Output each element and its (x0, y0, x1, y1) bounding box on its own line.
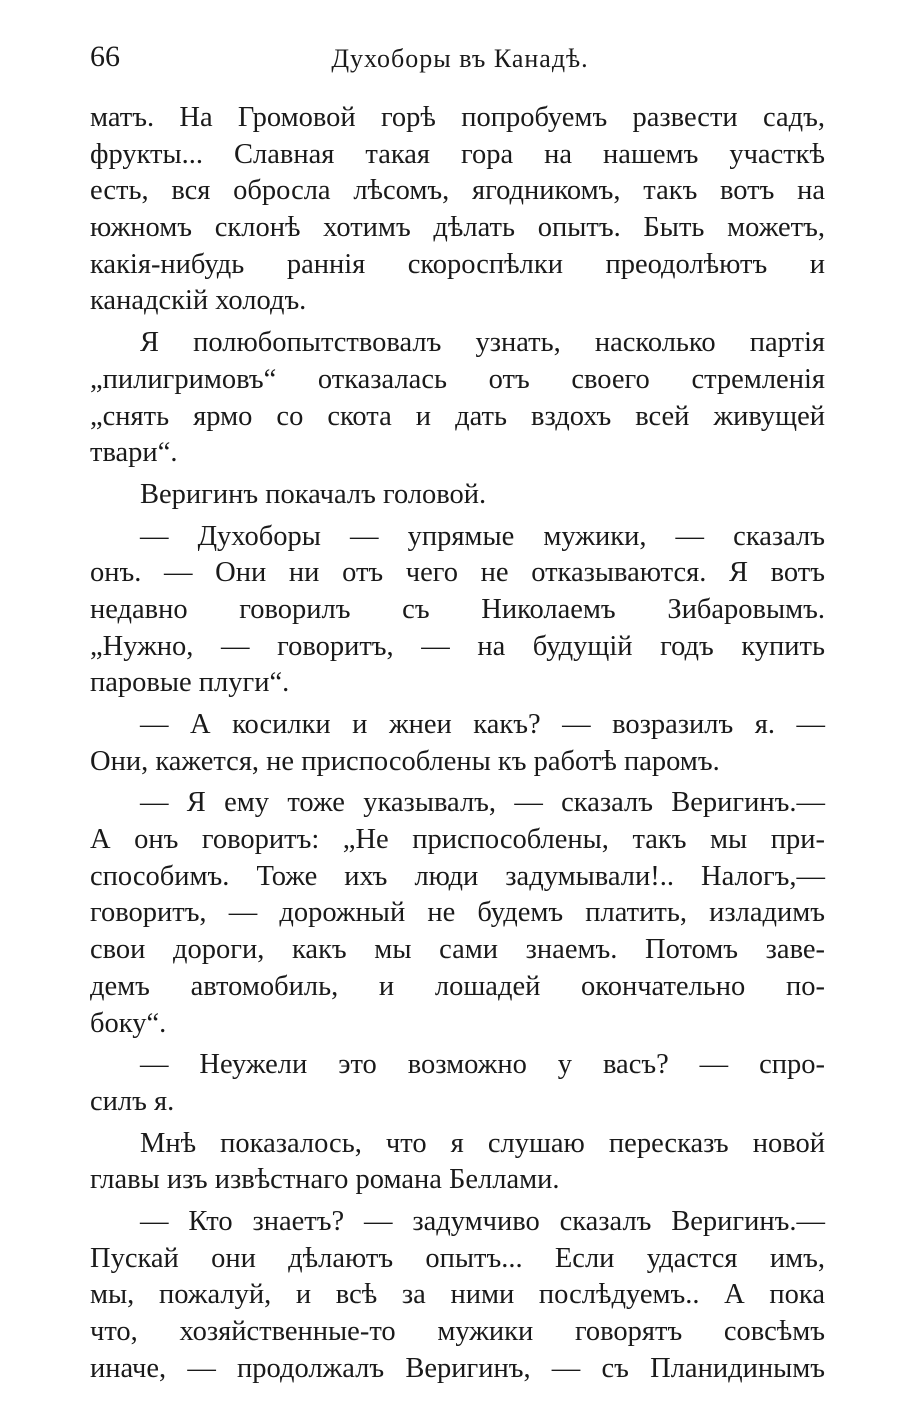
text-line: демъ автомобиль, и лошадей окончательно по- (90, 970, 825, 1002)
text-line: онъ. — Они ни отъ чего не отказываются. Я вотъ (90, 557, 825, 589)
text-line: — Кто знаетъ? — задумчиво сказалъ Веригинъ.— (140, 1205, 825, 1237)
text-line: „пилигримовъ“ отказалась отъ своего стремленія (90, 363, 825, 395)
text-line: Мнѣ показалось, что я слушаю пересказъ новой (140, 1127, 825, 1159)
text-line: Я полюбопытствовалъ узнать, насколько партія (140, 327, 825, 359)
text-line: Они, кажется, не приспособлены къ работѣ паромъ. (90, 745, 720, 777)
text-line: южномъ склонѣ хотимъ дѣлать опытъ. Быть можетъ, (90, 212, 825, 244)
text-line: говоритъ, — дорожный не будемъ платить, изладимъ (90, 897, 825, 929)
text-line: паровые плуги“. (90, 667, 290, 699)
text-line: есть, вся обросла лѣсомъ, ягодникомъ, такъ вотъ на (90, 175, 825, 207)
text-line: иначе, — продолжалъ Веригинъ, — съ Планидинымъ (90, 1352, 825, 1384)
text-line: фрукты... Славная такая гора на нашемъ участкѣ (90, 138, 825, 170)
text-line: — Духоборы — упрямые мужики, — сказалъ (140, 520, 825, 552)
text-line: способимъ. Тоже ихъ люди задумывали!.. Налогъ,— (90, 860, 825, 892)
text-line: боку“. (90, 1007, 167, 1039)
text-line: мы, пожалуй, и всѣ за ними послѣдуемъ.. А пока (90, 1279, 825, 1311)
text-line: что, хозяйственные-то мужики говорятъ совсѣмъ (90, 1316, 825, 1347)
text-line: А онъ говоритъ: „Не приспособлены, такъ мы при- (90, 824, 825, 856)
text-line: матъ. На Громовой горѣ попробуемъ развести садъ, (90, 102, 825, 133)
text-line: — А косилки и жнеи какъ? — возразилъ я. — (140, 709, 825, 740)
running-head: Духоборы въ Канадѣ. (331, 44, 589, 73)
page-header (90, 40, 830, 80)
text-line: какія-нибудь раннія скороспѣлки преодолѣютъ и (90, 248, 825, 280)
text-line: недавно говорилъ съ Николаемъ Зибаровымъ. (90, 593, 825, 625)
text-line: свои дороги, какъ мы сами знаемъ. Потомъ заве- (90, 934, 825, 966)
text-line: — Я ему тоже указывалъ, — сказалъ Веригинъ.— (140, 787, 825, 819)
page-number: 66 (90, 40, 120, 73)
text-line: канадскій холодъ. (90, 285, 307, 317)
text-line: твари“. (90, 437, 178, 469)
text-line: „снять ярмо со скота и дать вздохъ всей живущей (90, 400, 825, 432)
text-line: главы изъ извѣстнаго романа Беллами. (90, 1164, 560, 1196)
body-text (90, 100, 825, 1387)
text-line: Пускай они дѣлаютъ опытъ... Если удастся имъ, (90, 1242, 825, 1274)
text-line: — Неужели это возможно у васъ? — спро- (140, 1049, 825, 1081)
text-line: силъ я. (90, 1085, 175, 1117)
text-line: „Нужно, — говоритъ, — на будущій годъ купить (90, 630, 825, 662)
text-line: Веригинъ покачалъ головой. (140, 478, 487, 510)
